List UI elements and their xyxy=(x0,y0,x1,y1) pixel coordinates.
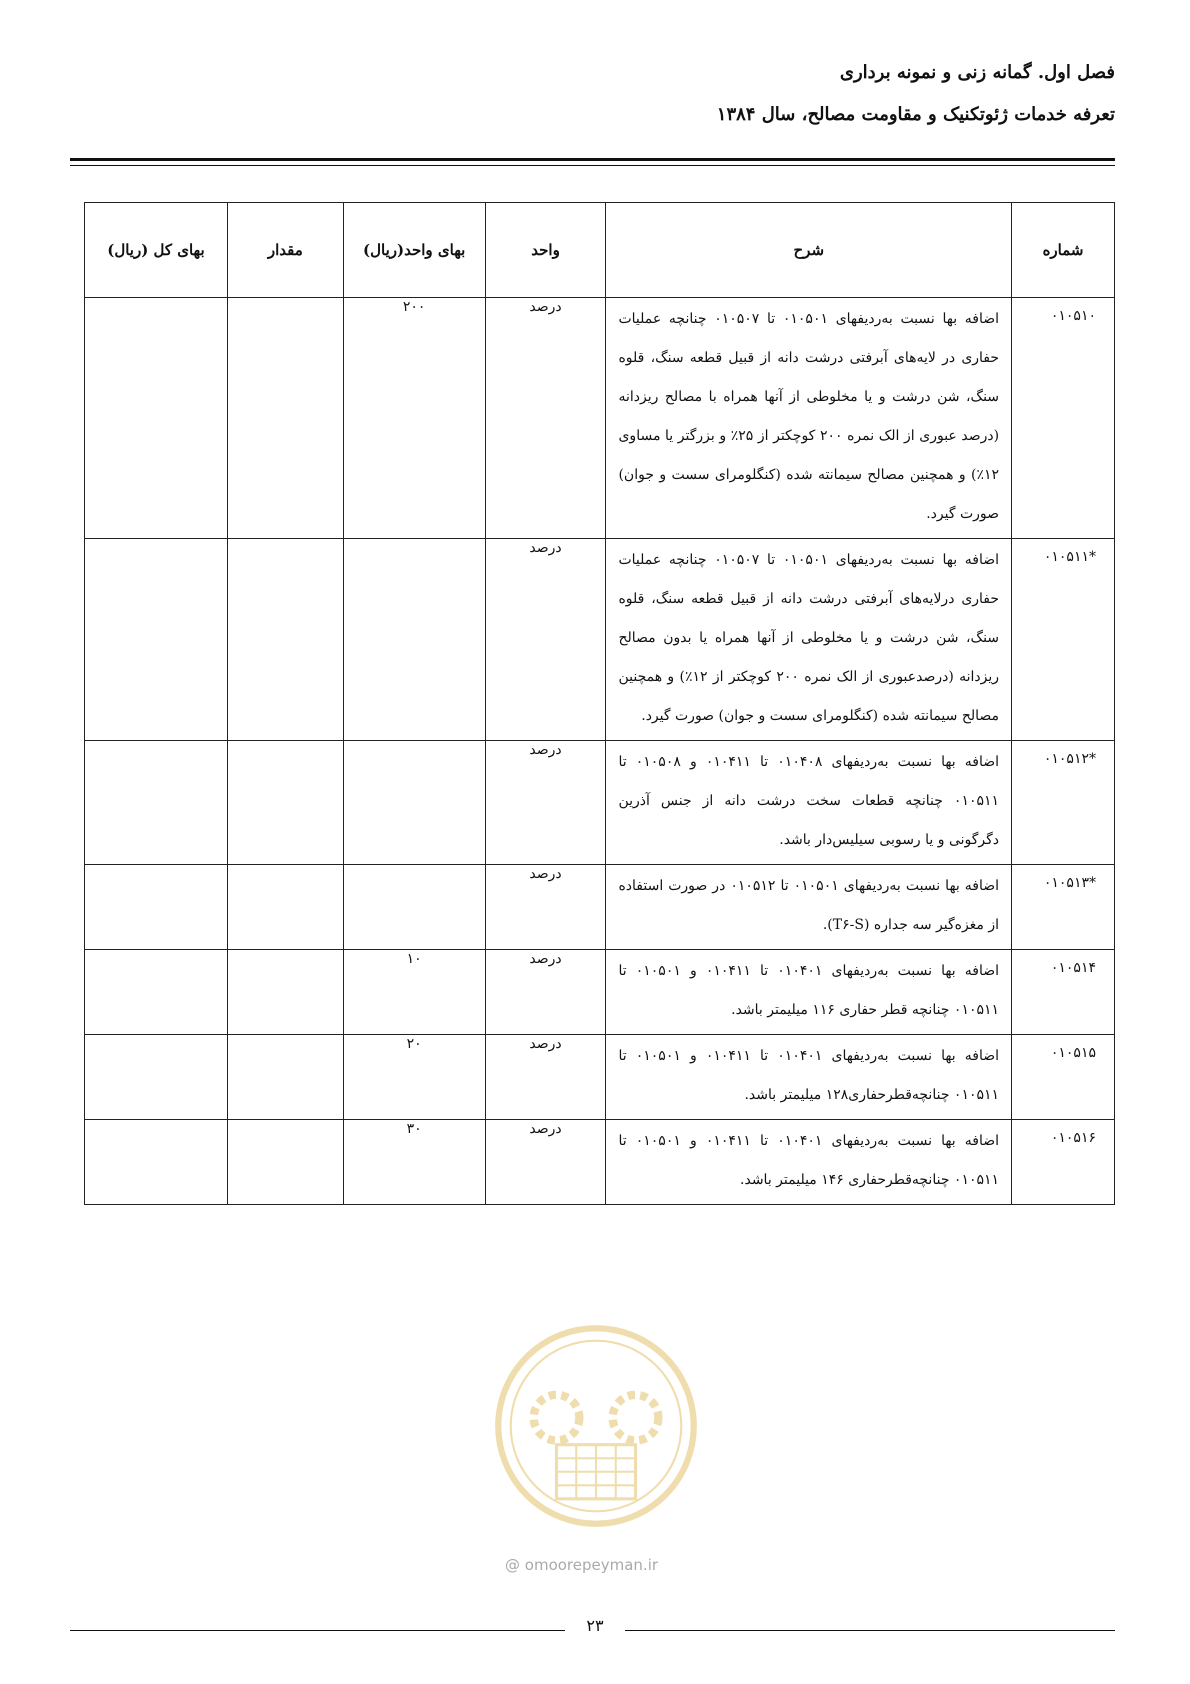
row-quantity xyxy=(227,865,343,950)
row-unit: درصد xyxy=(485,950,606,1035)
row-unit: درصد xyxy=(485,865,606,950)
row-description: اضافه بها نسبت به‌ردیفهای ۰۱۰۴۰۸ تا ۰۱۰۴۱۱ و ۰۱۰۵۰۸ تا ۰۱۰۵۱۱ چنانچه قطعات سخت درشت دانه از جنس آذرین دگرگونی و یا رسوبی سیلیس‌دار باشد. xyxy=(606,741,1012,865)
table-row xyxy=(85,539,1115,741)
row-description: اضافه بها نسبت به‌ردیفهای ۰۱۰۴۰۱ تا ۰۱۰۴۱۱ و ۰۱۰۵۰۱ تا ۰۱۰۵۱۱ چنانچه‌قطرحفاری۱۲۸ میلیمتر باشد. xyxy=(606,1035,1012,1120)
row-unit-price: ۱۰ xyxy=(343,950,485,1035)
row-description: اضافه بها نسبت به‌ردیفهای ۰۱۰۵۰۱ تا ۰۱۰۵۰۷ چنانچه عملیات حفاری در لایه‌های آبرفتی درشت دانه از قبیل قطعه سنگ، قلوه سنگ، شن درشت و یا مخلوطی از آنها همراه با مصالح ریزدانه (درصد عبوری از الک نمره ۲۰۰ کوچکتر از ۲۵٪ و بزرگتر یا مساوی ۱۲٪) و همچنین مصالح سیمانته شده (کنگلومرای سست و جوان) صورت گیرد. xyxy=(606,298,1012,539)
col-header-description: شرح xyxy=(606,203,1012,298)
table-header-row xyxy=(85,203,1115,298)
row-total-price xyxy=(85,1035,228,1120)
header-rule-thin xyxy=(70,165,1115,166)
page-number: ۲۳ xyxy=(586,1616,604,1635)
row-total-price xyxy=(85,950,228,1035)
col-header-total-price: بهای کل (ریال) xyxy=(85,203,228,298)
chapter-title: فصل اول. گمانه زنی و نمونه برداری xyxy=(839,62,1115,83)
table-row xyxy=(85,865,1115,950)
row-total-price xyxy=(85,298,228,539)
col-header-quantity: مقدار xyxy=(227,203,343,298)
row-description: اضافه بها نسبت به‌ردیفهای ۰۱۰۴۰۱ تا ۰۱۰۴۱۱ و ۰۱۰۵۰۱ تا ۰۱۰۵۱۱ چنانچه‌قطرحفاری ۱۴۶ میلیمتر باشد. xyxy=(606,1120,1012,1205)
row-total-price xyxy=(85,741,228,865)
row-number: ۰۱۰۵۱۳* xyxy=(1012,865,1115,950)
table-row xyxy=(85,950,1115,1035)
row-quantity xyxy=(227,741,343,865)
row-number: ۰۱۰۵۱۵ xyxy=(1012,1035,1115,1120)
document-title: تعرفه خدمات ژئوتکنیک و مقاومت مصالح، سال ۱۳۸۴ xyxy=(716,104,1115,125)
watermark-url: @ omoorepeyman.ir xyxy=(505,1556,659,1574)
row-number: ۰۱۰۵۱۶ xyxy=(1012,1120,1115,1205)
row-unit: درصد xyxy=(485,1120,606,1205)
row-unit-price xyxy=(343,865,485,950)
row-unit-price xyxy=(343,741,485,865)
col-header-unit-price: بهای واحد(ریال) xyxy=(343,203,485,298)
row-unit: درصد xyxy=(485,741,606,865)
row-total-price xyxy=(85,539,228,741)
row-description: اضافه بها نسبت به‌ردیفهای ۰۱۰۵۰۱ تا ۰۱۰۵۰۷ چنانچه عملیات حفاری درلایه‌های آبرفتی درشت دانه از قبیل قطعه سنگ، قلوه سنگ، شن درشت و یا مخلوطی از آنها همراه یا بدون مصالح ریزدانه (درصدعبوری از الک نمره ۲۰۰ کوچکتر از ۱۲٪) و همچنین مصالح سیمانته شده (کنگلومرای سست و جوان) صورت گیرد. xyxy=(606,539,1012,741)
watermark-stamp-icon xyxy=(492,1322,700,1530)
row-quantity xyxy=(227,950,343,1035)
footer-rule-left xyxy=(70,1630,565,1631)
table-row xyxy=(85,298,1115,539)
row-number: ۰۱۰۵۱۴ xyxy=(1012,950,1115,1035)
row-unit: درصد xyxy=(485,298,606,539)
row-unit-price: ۲۰۰ xyxy=(343,298,485,539)
row-quantity xyxy=(227,1120,343,1205)
row-description: اضافه بها نسبت به‌ردیفهای ۰۱۰۴۰۱ تا ۰۱۰۴۱۱ و ۰۱۰۵۰۱ تا ۰۱۰۵۱۱ چنانچه قطر حفاری ۱۱۶ میلیمتر باشد. xyxy=(606,950,1012,1035)
col-header-unit: واحد xyxy=(485,203,606,298)
header-rule-thick xyxy=(70,158,1115,161)
table-row xyxy=(85,1120,1115,1205)
row-unit-price xyxy=(343,539,485,741)
row-total-price xyxy=(85,865,228,950)
row-unit: درصد xyxy=(485,1035,606,1120)
row-quantity xyxy=(227,298,343,539)
row-description: اضافه بها نسبت به‌ردیفهای ۰۱۰۵۰۱ تا ۰۱۰۵۱۲ در صورت استفاده از مغزه‌گیر سه جداره (T۶-S). xyxy=(606,865,1012,950)
tariff-table xyxy=(84,202,1115,1205)
row-unit-price: ۲۰ xyxy=(343,1035,485,1120)
row-unit-price: ۳۰ xyxy=(343,1120,485,1205)
row-unit: درصد xyxy=(485,539,606,741)
row-total-price xyxy=(85,1120,228,1205)
table-row xyxy=(85,1035,1115,1120)
footer-rule-right xyxy=(625,1630,1115,1631)
row-number: ۰۱۰۵۱۲* xyxy=(1012,741,1115,865)
row-quantity xyxy=(227,1035,343,1120)
watermark-text: omoorepeyman.ir xyxy=(524,1556,659,1574)
row-number: ۰۱۰۵۱۱* xyxy=(1012,539,1115,741)
table-row xyxy=(85,741,1115,865)
row-number: ۰۱۰۵۱۰ xyxy=(1012,298,1115,539)
row-quantity xyxy=(227,539,343,741)
col-header-number: شماره xyxy=(1012,203,1115,298)
